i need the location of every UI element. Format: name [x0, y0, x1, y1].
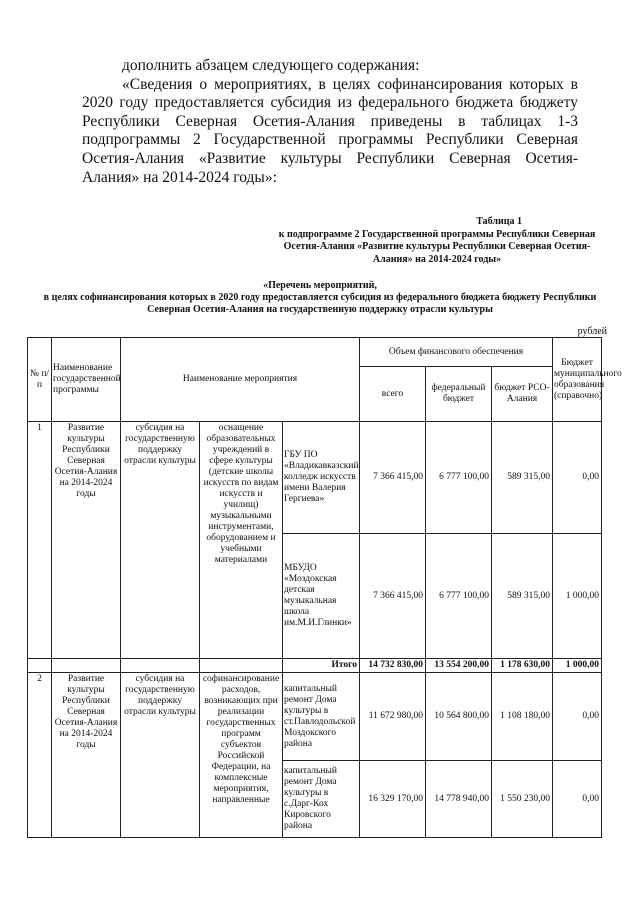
intro-line: дополнить абзацем следующего содержания:	[122, 57, 420, 74]
header-num: № п/п	[28, 338, 52, 422]
sum-federal: 13 554 200,00	[426, 659, 492, 673]
caption-text: к подпрограмме 2 Государственной программы Республики Северная Осетия-Алания «Развитие культуры Республики Северная Осетия-Алания» на 2014-2024 годы»	[278, 228, 596, 265]
header-funding: Объем финансового обеспечения	[360, 338, 553, 367]
program-name: Развитие культуры Республики Северная Осетия-Алания на 2014-2024 годы	[52, 673, 121, 838]
header-program: Наименование государственной программы	[52, 338, 121, 422]
row-num: 1	[28, 422, 52, 659]
list-title-line1: «Перечень мероприятий,	[263, 280, 377, 291]
table-caption	[272, 216, 602, 266]
list-title-line2: в целях софинансирования которых в 2020 году предоставляется субсидия из федерального бюджета бюджету Республики Северная Осетия-Алания на государственную поддержку отрасли культуры	[43, 292, 597, 315]
intro-paragraph: «Сведения о мероприятиях, в целях софинансирования которых в 2020 году предоставляется субсидия из федерального бюджета бюджету Республики Северная Осетия-Алания приведены в таблицах 1-3 подпрограммы 2 Государственной программы Республики Северная Осетия-Алания «Развитие культуры Республики Северная Осетия-Алания» на 2014-2024 годы»:	[82, 75, 578, 186]
intro-text	[82, 57, 578, 187]
amount-municipal: 0,00	[553, 422, 602, 534]
amount-rso: 589 315,00	[492, 422, 553, 534]
amount-federal: 14 778 940,00	[426, 761, 492, 838]
org-name: МБУДО «Моздокская детская музыкальная школа им.М.И.Глинки»	[283, 534, 360, 659]
amount-rso: 589 315,00	[492, 534, 553, 659]
subsidy-name: субсидия на государственную поддержку отрасли культуры	[121, 422, 200, 659]
list-title	[40, 280, 600, 316]
units-label: рублей	[577, 326, 607, 337]
program-name: Развитие культуры Республики Северная Осетия-Алания на 2014-2024 годы	[52, 422, 121, 659]
amount-total: 11 672 980,00	[360, 673, 426, 761]
header-measure: Наименование мероприятия	[121, 338, 360, 422]
measure-name: оснащение образовательных учреждений в сфере культуры (детские школы искусств по видам искусств и училищ) музыкальными инструментами, оборудованием и учебными материалами	[200, 422, 283, 659]
sum-rso: 1 178 630,00	[492, 659, 553, 673]
subsidy-name: субсидия на государственную поддержку отрасли культуры	[121, 673, 200, 838]
header-municipal: Бюджет муниципального образования (справочно)	[553, 338, 602, 422]
header-federal: федеральный бюджет	[426, 367, 492, 422]
org-name: ГБУ ПО «Владикавказский колледж искусств имени Валерия Гергиева»	[283, 422, 360, 534]
amount-federal: 6 777 100,00	[426, 534, 492, 659]
amount-municipal: 0,00	[553, 673, 602, 761]
org-name: капитальный ремонт Дома культуры в с.Дарг-Кох Кировского района	[283, 761, 360, 838]
total-label: Итого	[283, 659, 360, 673]
row-num: 2	[28, 673, 52, 838]
sum-total: 14 732 830,00	[360, 659, 426, 673]
header-rso: бюджет РСО-Алания	[492, 367, 553, 422]
amount-municipal: 0,00	[553, 761, 602, 838]
sum-municipal: 1 000,00	[553, 659, 602, 673]
funding-table	[27, 337, 622, 838]
amount-total: 16 329 170,00	[360, 761, 426, 838]
measure-name: софинансирование расходов, возникающих при реализации государственных программ субъектов Российской Федерации, на комплексные мероприятия, направленные	[200, 673, 283, 838]
header-total: всего	[360, 367, 426, 422]
amount-total: 7 366 415,00	[360, 422, 426, 534]
amount-rso: 1 108 180,00	[492, 673, 553, 761]
table-number: Таблица 1	[476, 216, 522, 227]
amount-federal: 6 777 100,00	[426, 422, 492, 534]
amount-municipal: 1 000,00	[553, 534, 602, 659]
amount-total: 7 366 415,00	[360, 534, 426, 659]
org-name: капитальный ремонт Дома культуры в ст.Павлодольской Моздокского района	[283, 673, 360, 761]
amount-federal: 10 564 800,00	[426, 673, 492, 761]
amount-rso: 1 550 230,00	[492, 761, 553, 838]
